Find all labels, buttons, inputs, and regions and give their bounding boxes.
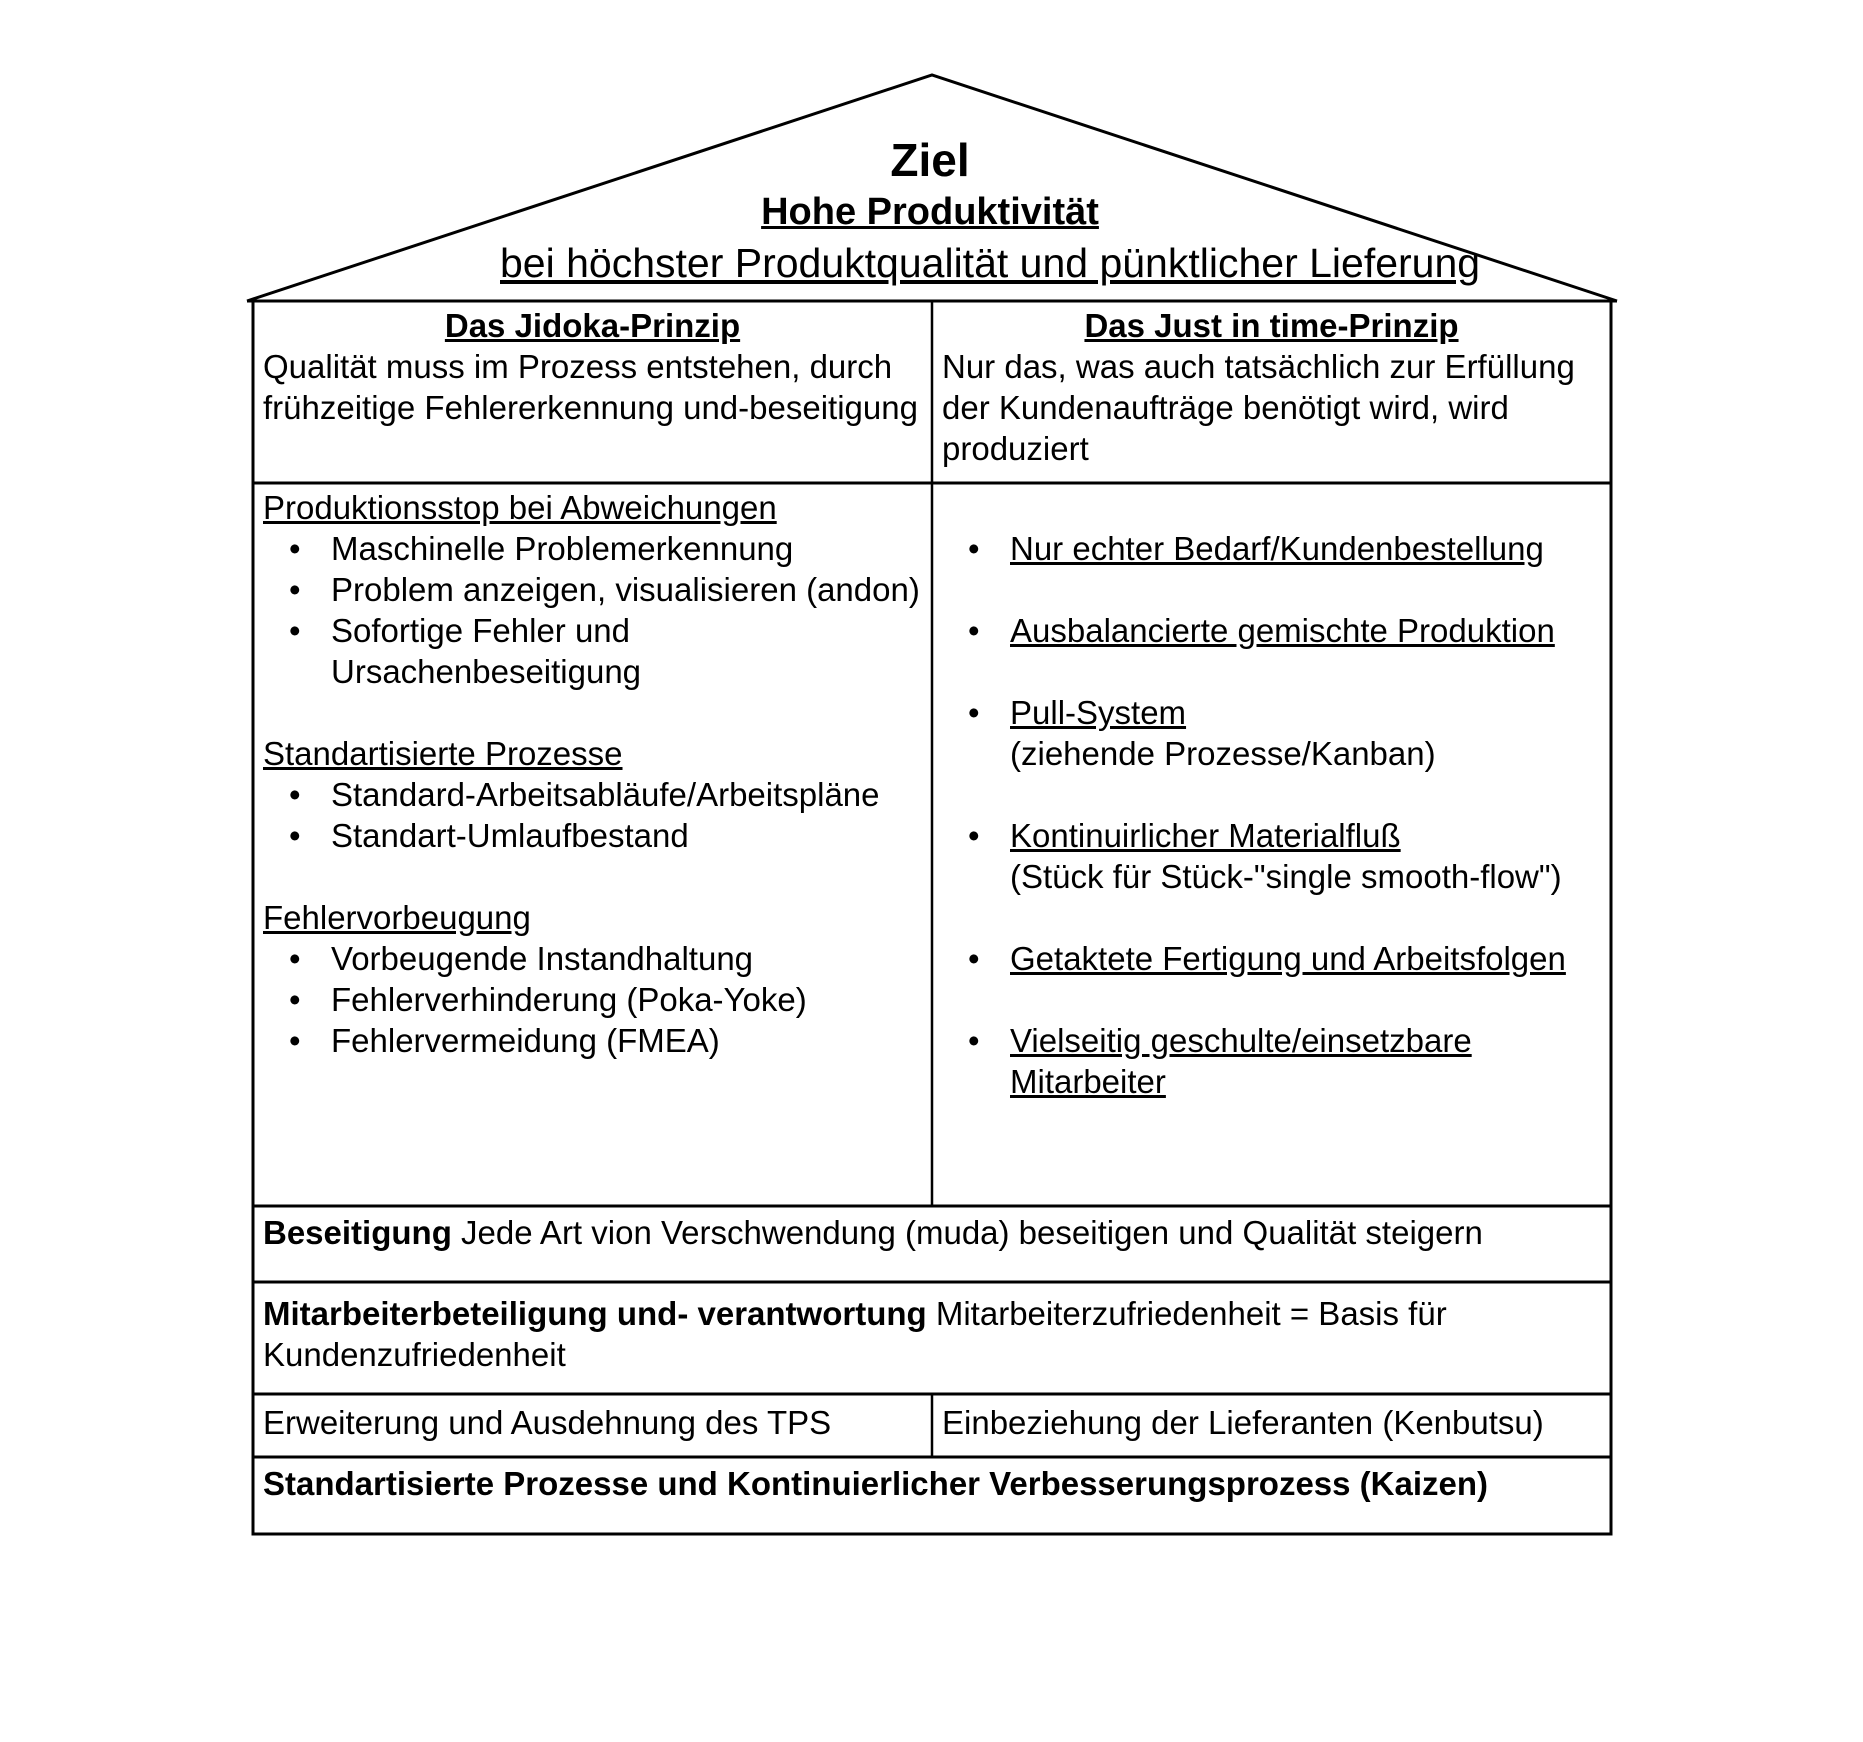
jidoka-group-list xyxy=(263,528,922,692)
jidoka-group-title: Standartisierte Prozesse xyxy=(263,735,623,772)
list-item: • Sofortige Fehler und Ursachenbeseitigung xyxy=(263,610,922,692)
foundation-row-1-text: Jede Art vion Verschwendung (muda) beseitigen und Qualität steigern xyxy=(451,1214,1483,1251)
foundation-row-1 xyxy=(253,1212,1611,1253)
jidoka-group-title: Produktionsstop bei Abweichungen xyxy=(263,489,777,526)
jit-list xyxy=(942,528,1601,1102)
list-item: • Standard-Arbeitsabläufe/Arbeitspläne xyxy=(263,774,922,815)
jidoka-group-list xyxy=(263,774,922,856)
jit-item-title: Ausbalancierte gemischte Produktion xyxy=(1010,612,1555,649)
jidoka-text: Qualität muss im Prozess entstehen, durch frühzeitige Fehlererkennung und-beseitigung xyxy=(263,348,918,426)
jit-heading: Das Just in time-Prinzip xyxy=(1084,307,1459,344)
foundation-row-2 xyxy=(253,1293,1611,1375)
foundation-row-1-bold: Beseitigung xyxy=(263,1214,452,1251)
foundation-row-3-left: Erweiterung und Ausdehnung des TPS xyxy=(263,1404,832,1441)
list-item: • Vorbeugende Instandhaltung xyxy=(263,938,922,979)
list-item xyxy=(942,610,1601,651)
jit-item-title: Kontinuirlicher Materialfluß xyxy=(1010,817,1401,854)
list-item xyxy=(942,692,1601,774)
foundation-row-4: Standartisierte Prozesse und Kontinuierlicher Verbesserungsprozess (Kaizen) xyxy=(263,1465,1489,1502)
list-item: • Fehlervermeidung (FMEA) xyxy=(263,1020,922,1061)
roof-subtitle: Hohe Produktivität xyxy=(761,191,1099,233)
roof-description: bei höchster Produktqualität und pünktlicher Lieferung xyxy=(500,240,1481,286)
list-item xyxy=(942,938,1601,979)
list-item xyxy=(942,528,1601,569)
jit-text: Nur das, was auch tatsächlich zur Erfüllung der Kundenaufträge benötigt wird, wird produziert xyxy=(942,348,1575,467)
jit-item-note: (Stück für Stück-"single smooth-flow") xyxy=(1010,858,1562,895)
list-item: • Problem anzeigen, visualisieren (andon) xyxy=(263,569,922,610)
jidoka-heading: Das Jidoka-Prinzip xyxy=(444,307,741,344)
list-item: • Fehlerverhinderung (Poka-Yoke) xyxy=(263,979,922,1020)
jidoka-body xyxy=(253,487,932,1061)
jit-body xyxy=(932,528,1611,1102)
jit-item-title: Vielseitig geschulte/einsetzbare Mitarbeiter xyxy=(1010,1022,1472,1100)
jit-item-title: Getaktete Fertigung und Arbeitsfolgen xyxy=(1010,940,1566,977)
list-item xyxy=(942,1020,1601,1102)
jit-item-title: Nur echter Bedarf/Kundenbestellung xyxy=(1010,530,1544,567)
jit-item-note: (ziehende Prozesse/Kanban) xyxy=(1010,735,1436,772)
foundation-row-3-right: Einbeziehung der Lieferanten (Kenbutsu) xyxy=(942,1404,1544,1441)
roof-title: Ziel xyxy=(890,134,970,186)
foundation-row-2-bold: Mitarbeiterbeteiligung und- verantwortung xyxy=(263,1295,927,1332)
list-item: • Standart-Umlaufbestand xyxy=(263,815,922,856)
jit-item-title: Pull-System xyxy=(1010,694,1187,731)
jidoka-header xyxy=(253,305,932,428)
jit-header xyxy=(932,305,1611,469)
foundation-row-2-text: Mitarbeiterzufriedenheit = Basis für Kundenzufriedenheit xyxy=(263,1295,1447,1373)
list-item xyxy=(942,815,1601,897)
list-item: • Maschinelle Problemerkennung xyxy=(263,528,922,569)
jidoka-group-list xyxy=(263,938,922,1061)
jidoka-group-title: Fehlervorbeugung xyxy=(263,899,531,936)
